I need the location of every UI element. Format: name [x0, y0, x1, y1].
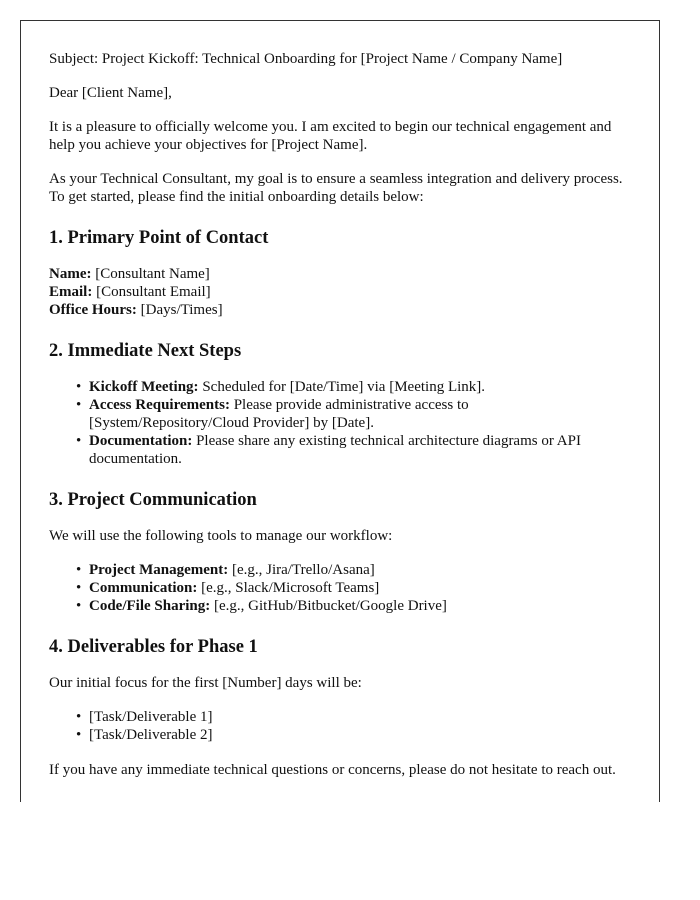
item-label: Access Requirements:: [89, 397, 230, 413]
contact-office-hours-value: [Days/Times]: [136, 302, 223, 318]
list-item: [76, 432, 631, 468]
bullet-icon: •: [76, 433, 82, 449]
list-item: [76, 597, 631, 615]
section-heading-next-steps: 2. Immediate Next Steps: [49, 341, 242, 361]
communication-intro: We will use the following tools to manage our workflow:: [49, 528, 393, 544]
letter-content: [21, 21, 659, 779]
item-text: Scheduled for [Date/Time] via [Meeting Link].: [198, 379, 486, 395]
list-item: [76, 708, 631, 726]
item-label: Project Management:: [89, 562, 229, 578]
contact-name-label: Name:: [49, 266, 92, 282]
item-text: [e.g., Jira/Trello/Asana]: [228, 562, 375, 578]
role-paragraph: As your Technical Consultant, my goal is to ensure a seamless integration and delivery process. To get started, please find the initial onboarding details below:: [49, 171, 623, 205]
bullet-icon: •: [76, 727, 82, 743]
list-item: [76, 726, 631, 744]
contact-email-value: [Consultant Email]: [92, 284, 211, 300]
deliverables-intro: Our initial focus for the first [Number] days will be:: [49, 675, 362, 691]
section-heading-deliverables: 4. Deliverables for Phase 1: [49, 637, 258, 657]
item-label: Kickoff Meeting:: [89, 379, 199, 395]
item-text: [Task/Deliverable 2]: [89, 727, 213, 743]
closing-paragraph: If you have any immediate technical questions or concerns, please do not hesitate to reach out.: [49, 762, 616, 778]
contact-office-hours-label: Office Hours:: [49, 302, 137, 318]
contact-name: [49, 265, 631, 283]
bullet-icon: •: [76, 562, 82, 578]
bullet-icon: •: [76, 379, 82, 395]
deliverables-list: [49, 708, 631, 744]
item-text: Please share any existing technical architecture diagrams or API documentation.: [89, 433, 581, 467]
contact-email-label: Email:: [49, 284, 93, 300]
intro-paragraph: It is a pleasure to officially welcome you. I am excited to begin our technical engagement and help you achieve your objectives for [Project Name].: [49, 119, 612, 153]
item-label: Communication:: [89, 580, 198, 596]
list-item: [76, 561, 631, 579]
list-item: [76, 396, 631, 432]
item-text: [e.g., Slack/Microsoft Teams]: [197, 580, 380, 596]
item-label: Code/File Sharing:: [89, 598, 211, 614]
bullet-icon: •: [76, 580, 82, 596]
next-steps-list: [49, 378, 631, 468]
letter-page: [20, 20, 660, 802]
section-heading-communication: 3. Project Communication: [49, 490, 257, 510]
communication-tools-list: [49, 561, 631, 615]
contact-email: [49, 283, 631, 301]
bullet-icon: •: [76, 598, 82, 614]
greeting: Dear [Client Name],: [49, 85, 172, 101]
section-heading-contact: 1. Primary Point of Contact: [49, 228, 269, 248]
item-label: Documentation:: [89, 433, 193, 449]
item-text: [e.g., GitHub/Bitbucket/Google Drive]: [210, 598, 447, 614]
item-text: Please provide administrative access to [System/Repository/Cloud Provider] by [Date].: [89, 397, 469, 431]
subject-line: Subject: Project Kickoff: Technical Onboarding for [Project Name / Company Name]: [49, 51, 563, 67]
bullet-icon: •: [76, 709, 82, 725]
contact-block: [49, 265, 631, 319]
list-item: [76, 378, 631, 396]
item-text: [Task/Deliverable 1]: [89, 709, 213, 725]
bullet-icon: •: [76, 397, 82, 413]
contact-office-hours: [49, 301, 631, 319]
list-item: [76, 579, 631, 597]
contact-name-value: [Consultant Name]: [91, 266, 210, 282]
